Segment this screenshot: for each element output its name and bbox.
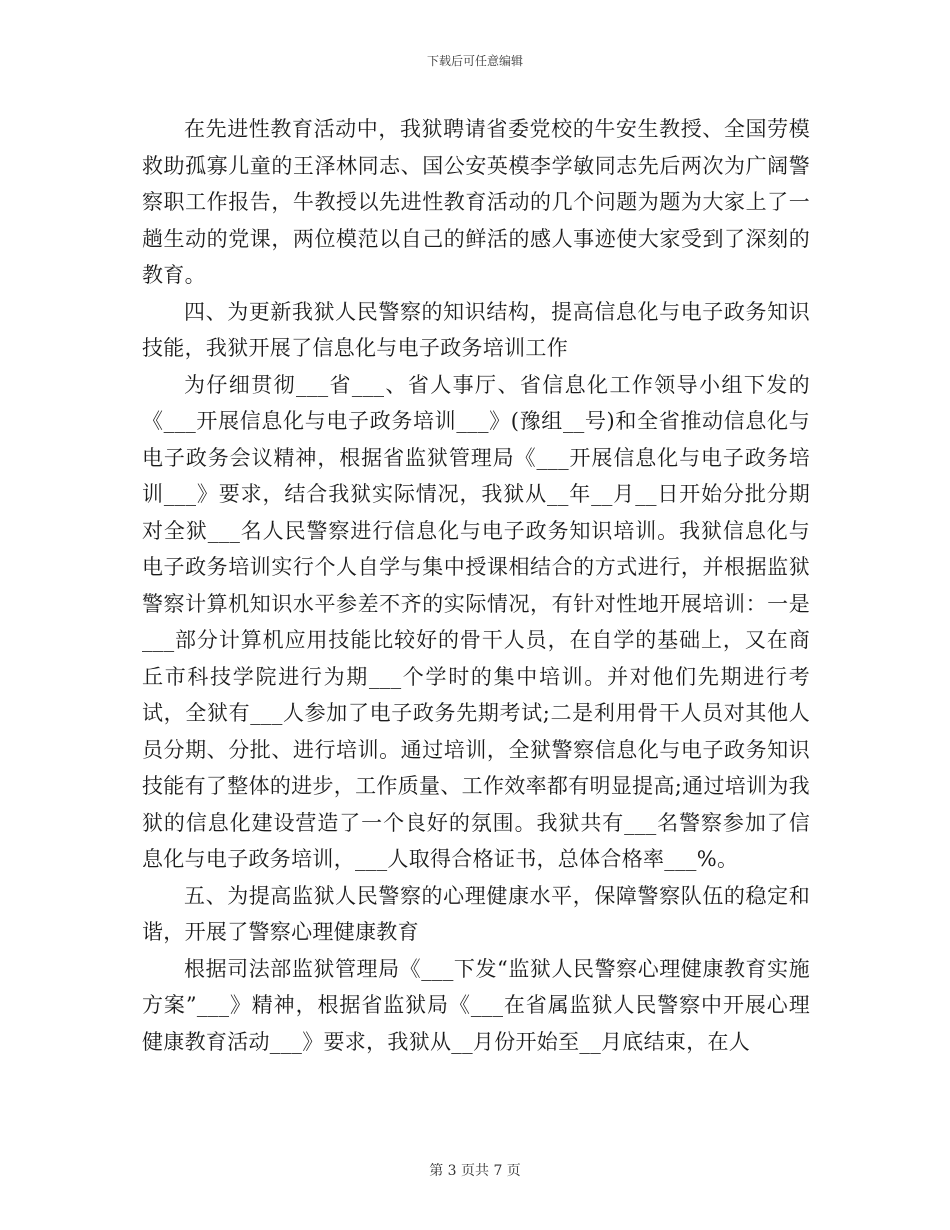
page-footer: 第 3 页共 7 页 bbox=[429, 1163, 521, 1179]
document-body bbox=[142, 111, 810, 1060]
page-header: 下载后可任意编辑 bbox=[426, 54, 523, 68]
section-heading-5: 五、为提高监狱人民警察的心理健康水平，保障警察队伍的稳定和谐，开展了警察心理健康教育 bbox=[142, 883, 810, 944]
paragraph-2: 为仔细贯彻___省___、省人事厅、省信息化工作领导小组下发的《___开展信息化与电子政务培训___》(豫组__号)和全省推动信息化与电子政务会议精神，根据省监狱管理局《___开展信息化与电子政务培训___》要求，结合我狱实际情况，我狱从__年__月__日开始分批分期对全狱___名人民警察进行信息化与电子政务知识培训。我狱信息化与电子政务培训实行个人自学与集中授课相结合的方式进行，并根据监狱警察计算机知识水平参差不齐的实际情况，有针对性地开展培训：一是___部分计算机应用技能比较好的骨干人员，在自学的基础上，又在商丘市科技学院进行为期___个学时的集中培训。并对他们先期进行考试，全狱有___人参加了电子政务先期考试;二是利用骨干人员对其他人员分期、分批、进行培训。通过培训，全狱警察信息化与电子政务知识技能有了整体的进步，工作质量、工作效率都有明显提高;通过培训为我狱的信息化建设营造了一个良好的氛围。我狱共有___名警察参加了信息化与电子政务培训，___人取得合格证书，总体合格率___%。 bbox=[142, 372, 810, 871]
section-heading-4: 四、为更新我狱人民警察的知识结构，提高信息化与电子政务知识技能，我狱开展了信息化与电子政务培训工作 bbox=[142, 299, 810, 360]
paragraph-1: 在先进性教育活动中，我狱聘请省委党校的牛安生教授、全国劳模救助孤寡儿童的王泽林同志、国公安英模李学敏同志先后两次为广阔警察职工作报告，牛教授以先进性教育活动的几个问题为题为大家上了一趟生动的党课，两位模范以自己的鲜活的感人事迹使大家受到了深刻的教育。 bbox=[142, 117, 810, 287]
paragraph-3: 根据司法部监狱管理局《___下发“监狱人民警察心理健康教育实施方案”___》精神，根据省监狱局《___在省属监狱人民警察中开展心理健康教育活动___》要求，我狱从__月份开始至__月底结束，在人 bbox=[142, 956, 810, 1054]
